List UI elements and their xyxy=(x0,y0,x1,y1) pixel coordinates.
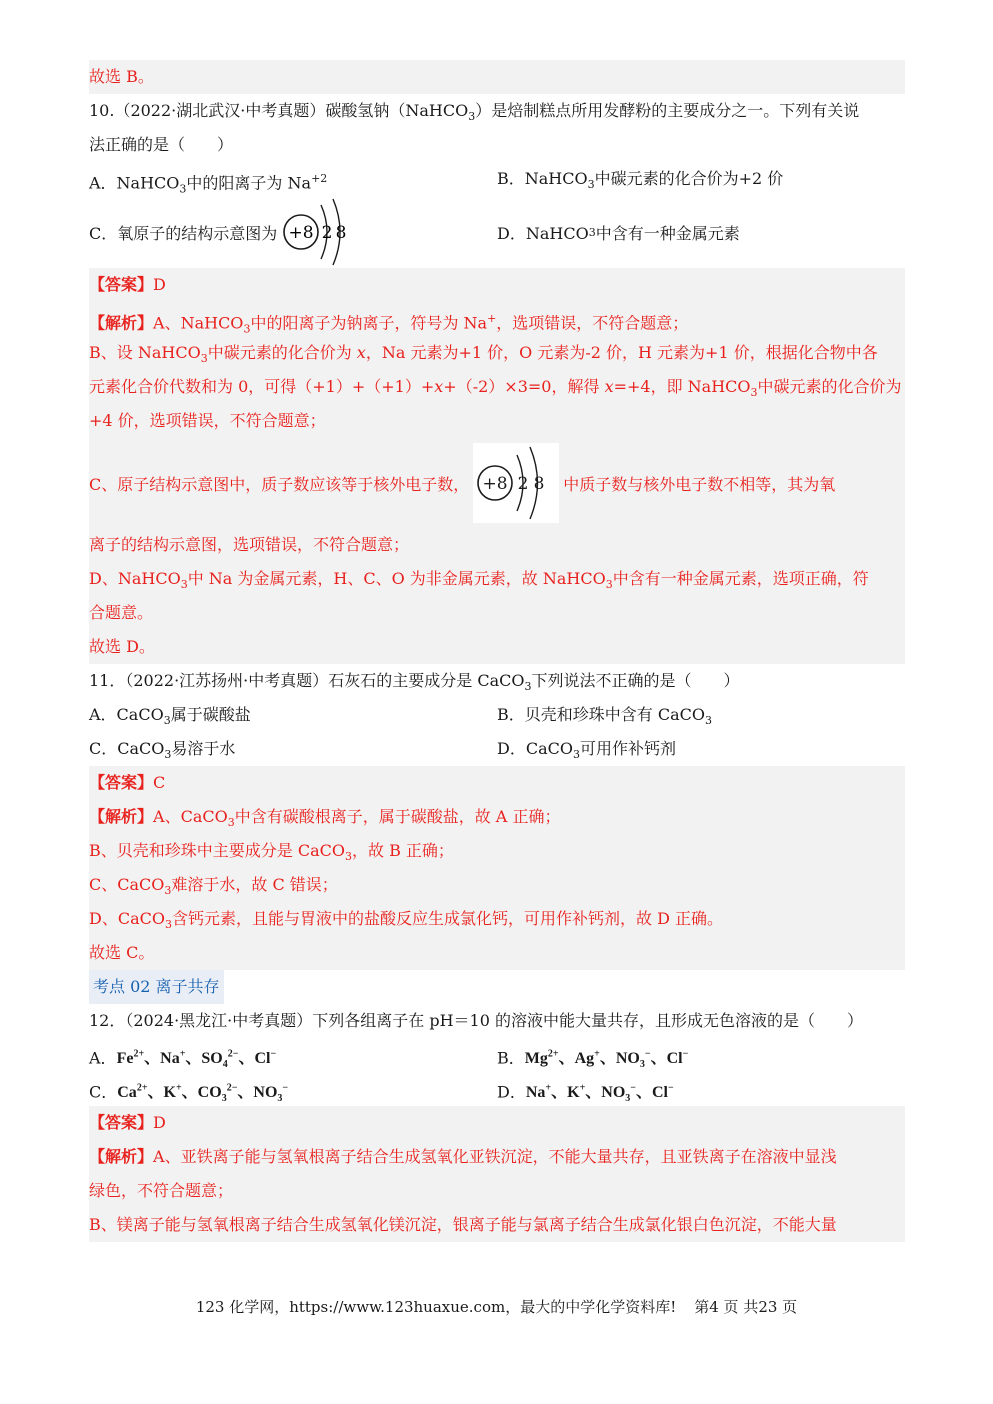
q10-answer-block xyxy=(89,268,905,664)
q12-option-d: D．Na+、K+、$NO_3^-$、Cl− xyxy=(497,1082,674,1105)
q10-option-c: C．氧原子的结构示意图为 +8 2 8 xyxy=(89,197,497,267)
prev-answer-block xyxy=(89,60,905,94)
question-11 xyxy=(89,664,905,970)
footer-text: 123 化学网，https://www.123huaxue.com，最大的中学化学资料库! xyxy=(195,1298,677,1316)
q10-analysis-a: 【解析】A、NaHCO$_3$中的阳离子为钠离子，符号为 Na+，选项错误，不符合题意； xyxy=(89,312,689,336)
shell2-label: 8 xyxy=(335,223,347,243)
q11-option-c: C．CaCO$_3$易溶于水 xyxy=(89,739,236,762)
q11-options-cd xyxy=(89,732,905,766)
oxide-ion-diagram xyxy=(473,443,559,523)
q10-conclusion: 故选 D。 xyxy=(89,637,155,656)
q10-analysis-d2: 合题意。 xyxy=(89,603,154,622)
q11-analysis-a: 【解析】A、CaCO$_3$中含有碳酸根离子，属于碳酸盐，故 A 正确； xyxy=(89,807,561,830)
q12-stem: 12．（2024·黑龙江·中考真题）下列各组离子在 pH＝10 的溶液中能大量共存，且形成无色溶液的是（ ） xyxy=(89,1011,863,1030)
q10-analysis-b1: B、设 NaHCO$_3$中碳元素的化合价为 x，Na 元素为+1 价，O 元素为-2 价，H 元素为+1 价，根据化合物中各 xyxy=(89,343,878,366)
q11-conclusion: 故选 C。 xyxy=(89,943,155,962)
q10-option-b: B．NaHCO$_3$中碳元素的化合价为+2 价 xyxy=(497,169,784,192)
question-10 xyxy=(89,94,905,664)
q11-answer-block xyxy=(89,766,905,970)
ion-shell1-label: 2 xyxy=(517,474,529,494)
prev-conclusion: 故选 B。 xyxy=(89,67,154,86)
footer-page-number: 第4 页 共23 页 xyxy=(694,1298,798,1316)
q12-analysis-a2: 绿色，不符合题意； xyxy=(89,1181,234,1200)
q11-analysis-c: C、CaCO$_3$难溶于水，故 C 错误； xyxy=(89,875,338,898)
page-footer xyxy=(0,1296,993,1317)
q11-answer: 【答案】C xyxy=(89,773,166,792)
q10-options-ab xyxy=(89,162,905,196)
q11-option-b: B．贝壳和珍珠中含有 CaCO$_3$ xyxy=(497,705,712,728)
q10-analysis-c1: C、原子结构示意图中，质子数应该等于核外电子数， +8 2 8 中质子数与核外电子数不相等，其为氧 xyxy=(89,438,905,528)
q10-analysis-d1: D、NaHCO$_3$中 Na 为金属元素，H、C、O 为非金属元素，故 NaHCO$_3$中含有一种金属元素，选项正确，符 xyxy=(89,569,869,592)
ion-shell2-label: 8 xyxy=(533,474,545,494)
q10-option-d: D．NaHCO 3 中含有一种金属元素 xyxy=(497,223,740,243)
q10-stem-line1: 10.（2022·湖北武汉·中考真题）碳酸氢钠（NaHCO$_3$）是焙制糕点所用发酵粉的主要成分之一。下列有关说 xyxy=(89,101,860,124)
q10-stem-line2: 法正确的是（ ） xyxy=(89,135,234,154)
q12-option-a: A．$Fe^{2+}$、Na+、$SO_4^{2-}$、Cl− xyxy=(89,1048,277,1071)
q12-analysis-a1: 【解析】A、亚铁离子能与氢氧根离子结合生成氢氧化亚铁沉淀，不能大量共存，且亚铁离子在溶液中显浅 xyxy=(89,1147,837,1166)
q12-answer-block xyxy=(89,1106,905,1242)
nucleus-label: +8 xyxy=(288,223,314,243)
document-page xyxy=(89,60,905,1242)
shell1-label: 2 xyxy=(321,223,333,243)
q10-answer: 【答案】D xyxy=(89,275,166,294)
question-12 xyxy=(89,1004,905,1242)
ion-nucleus-label: +8 xyxy=(482,474,508,494)
q10-option-a: A．NaHCO$_3$中的阳离子为 $Na^{+2}$ xyxy=(89,172,328,196)
q11-option-d: D．CaCO$_3$可用作补钙剂 xyxy=(497,739,676,762)
oxygen-atom-diagram xyxy=(281,197,361,267)
q12-options-ab xyxy=(89,1038,905,1072)
q10-analysis-b3: +4 价，选项错误，不符合题意； xyxy=(89,411,326,430)
q12-options-cd xyxy=(89,1072,905,1106)
q10-options-cd xyxy=(89,196,905,268)
q11-options-ab xyxy=(89,698,905,732)
q12-option-c: C．$Ca^{2+}$、K+、$CO_3^{2-}$、$NO_3^-$ xyxy=(89,1082,289,1105)
q10-analysis-c2: 离子的结构示意图，选项错误，不符合题意； xyxy=(89,535,410,554)
q10-analysis-b2: 元素化合价代数和为 0，可得（+1）+（+1）+x+（-2）×3=0，解得 x=+4，即 NaHCO$_3$中碳元素的化合价为 xyxy=(89,377,902,400)
q11-analysis-d: D、CaCO$_3$含钙元素，且能与胃液中的盐酸反应生成氯化钙，可用作补钙剂，故 D 正确。 xyxy=(89,909,723,932)
section-label: 考点 02 离子共存 xyxy=(89,970,224,1004)
section-header xyxy=(89,970,905,1004)
q11-analysis-b: B、贝壳和珍珠中主要成分是 CaCO$_3$，故 B 正确； xyxy=(89,841,454,864)
q12-option-b: B．$Mg^{2+}$、Ag+、$NO_3^-$、Cl− xyxy=(497,1048,689,1071)
q11-option-a: A．CaCO$_3$属于碳酸盐 xyxy=(89,705,251,728)
q11-stem: 11．（2022·江苏扬州·中考真题）石灰石的主要成分是 CaCO$_3$下列说法不正确的是（ ） xyxy=(89,671,740,694)
q12-answer: 【答案】D xyxy=(89,1113,166,1132)
q12-analysis-b1: B、镁离子能与氢氧根离子结合生成氢氧化镁沉淀，银离子能与氯离子结合生成氯化银白色沉淀，不能大量 xyxy=(89,1215,837,1234)
